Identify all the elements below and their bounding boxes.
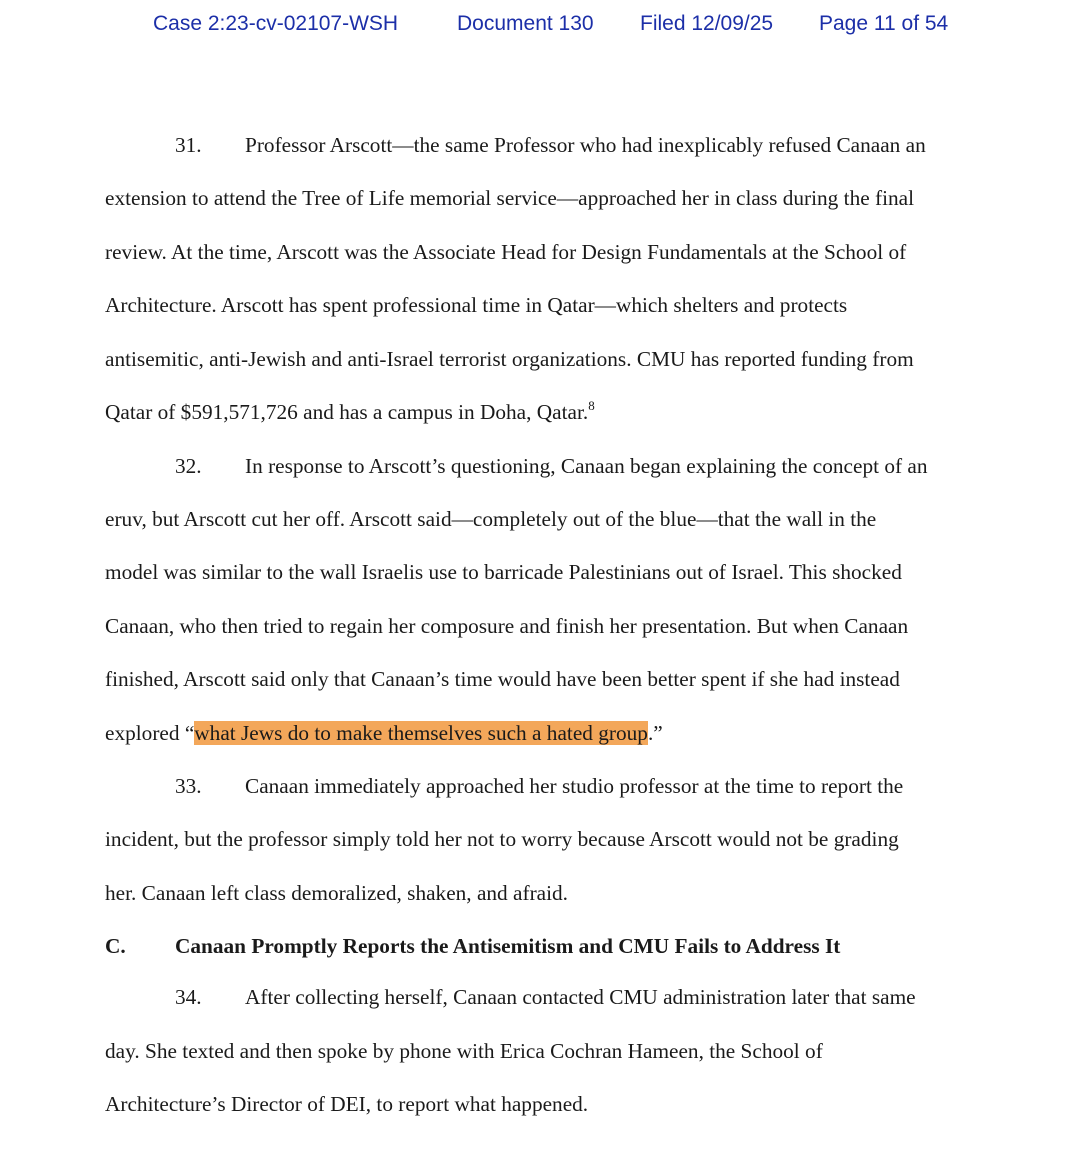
paragraph-32-line-5: finished, Arscott said only that Canaan’s time would have been better spent if she had instead <box>105 667 900 691</box>
quote-close: .” <box>647 721 663 745</box>
paragraph-34-line-1 <box>175 984 916 1010</box>
highlighted-quote: what Jews do to make themselves such a hated group <box>194 721 648 745</box>
paragraph-33-line-3: her. Canaan left class demoralized, shaken, and afraid. <box>105 881 569 905</box>
section-title: Canaan Promptly Reports the Antisemitism and CMU Fails to Address It <box>175 934 841 958</box>
page-number: Page 11 of 54 <box>819 12 949 35</box>
paragraph-34-line-2: day. She texted and then spoke by phone with Erica Cochran Hameen, the School of <box>105 1039 823 1063</box>
paragraph-number: 34. <box>175 985 202 1009</box>
paragraph-number: 31. <box>175 133 202 157</box>
paragraph-text: In response to Arscott’s questioning, Canaan began explaining the concept of an <box>245 454 928 478</box>
paragraph-33-line-1 <box>175 773 903 799</box>
paragraph-32-line-4: Canaan, who then tried to regain her composure and finish her presentation. But when Canaan <box>105 614 909 638</box>
paragraph-32-line-2: eruv, but Arscott cut her off. Arscott said—completely out of the blue—that the wall in the <box>105 507 877 531</box>
paragraph-31-line-2: extension to attend the Tree of Life memorial service—approached her in class during the final <box>105 186 915 210</box>
filed-date: Filed 12/09/25 <box>640 12 774 35</box>
paragraph-31-line-6 <box>105 399 595 425</box>
case-number: Case 2:23-cv-02107-WSH <box>153 12 399 35</box>
paragraph-text: Qatar of $591,571,726 and has a campus in Doha, Qatar. <box>105 400 589 424</box>
paragraph-32-line-3: model was similar to the wall Israelis use to barricade Palestinians out of Israel. This shocked <box>105 560 902 584</box>
section-heading <box>105 933 840 959</box>
footnote-reference: 8 <box>588 398 595 413</box>
quote-open: explored “ <box>105 721 195 745</box>
paragraph-31-line-1 <box>175 132 926 158</box>
paragraph-31-line-5: antisemitic, anti-Jewish and anti-Israel terrorist organizations. CMU has reported funding from <box>105 347 914 371</box>
paragraph-32-line-6 <box>105 720 663 746</box>
paragraph-31-line-4: Architecture. Arscott has spent professional time in Qatar—which shelters and protects <box>105 293 848 317</box>
paragraph-text: Canaan immediately approached her studio professor at the time to report the <box>245 774 904 798</box>
paragraph-32-line-1 <box>175 453 928 479</box>
paragraph-34-line-3: Architecture’s Director of DEI, to report what happened. <box>105 1092 589 1116</box>
paragraph-number: 32. <box>175 454 202 478</box>
paragraph-text: After collecting herself, Canaan contacted CMU administration later that same <box>245 985 916 1009</box>
document-header <box>0 12 1080 42</box>
document-number: Document 130 <box>457 12 594 35</box>
paragraph-number: 33. <box>175 774 202 798</box>
paragraph-33-line-2: incident, but the professor simply told her not to worry because Arscott would not be grading <box>105 827 899 851</box>
paragraph-text: Professor Arscott—the same Professor who had inexplicably refused Canaan an <box>245 133 926 157</box>
section-letter: C. <box>105 934 126 958</box>
paragraph-31-line-3: review. At the time, Arscott was the Associate Head for Design Fundamentals at the School of <box>105 240 907 264</box>
